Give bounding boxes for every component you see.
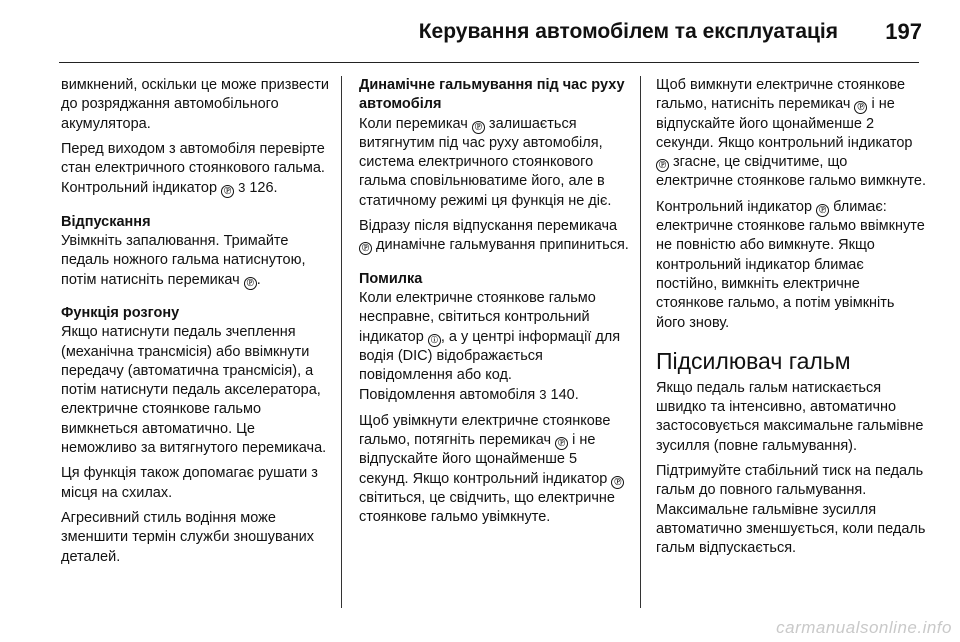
paragraph-drive-away-3: Агресивний стиль водіння може зменшити термін служби зношуваних деталей. xyxy=(61,509,315,565)
brake-warning-icon: ⓘ xyxy=(428,334,441,347)
parking-brake-icon: Ⓟ xyxy=(472,121,485,134)
parking-brake-icon: Ⓟ xyxy=(359,242,372,255)
arrow-icon: 3 xyxy=(539,387,547,403)
column-divider-2 xyxy=(640,76,641,608)
column-1 xyxy=(61,76,329,573)
paragraph-drive-away-2: Ця функція також допомагає рушати з місця на схилах. xyxy=(61,465,318,501)
parking-brake-icon: Ⓟ xyxy=(221,185,234,198)
column-3 xyxy=(656,76,926,565)
paragraph-release: Увімкніть запалювання. Тримайте педаль ножного гальма натиснутою, потім натисніть перемикач Ⓟ . xyxy=(61,233,306,288)
paragraph-brake-assist-2: Підтримуйте стабільний тиск на педаль гальм до повного гальмування. Максимальне гальмівне зусилля автоматично зменшується, коли педаль гальм відпускається. xyxy=(656,463,926,557)
arrow-icon: 3 xyxy=(238,180,246,196)
parking-brake-icon: Ⓟ xyxy=(854,101,867,114)
column-divider-1 xyxy=(341,76,342,608)
heading-fault: Помилка xyxy=(359,270,423,287)
parking-brake-icon: Ⓟ xyxy=(656,159,669,172)
paragraph-check-brake: Перед виходом з автомобіля перевірте стан електричного стоянкового гальма. Контрольний індикатор Ⓟ 3 126. xyxy=(61,140,325,197)
heading-dynamic-braking: Динамічне гальмування під час руху автомобіля xyxy=(359,77,625,113)
paragraph-dynamic-1: Коли перемикач Ⓟ залишається витягнутим під час руху автомобіля, система електричного стоянкового гальма сповільнюватиме його, але в статичному режимі ця функція не діє. xyxy=(359,115,612,209)
page-header xyxy=(0,0,960,60)
paragraph-brake-assist-1: Якщо педаль гальм натискається швидко та інтенсивно, автоматично застосовується максимальне гальмівне зусилля (повне гальмування). xyxy=(656,379,924,454)
parking-brake-icon: Ⓟ xyxy=(611,476,624,489)
paragraph-fault-msg: Повідомлення автомобіля 3 140. xyxy=(359,387,579,404)
parking-brake-icon: Ⓟ xyxy=(555,437,568,450)
parking-brake-icon: Ⓟ xyxy=(244,277,257,290)
paragraph-battery: вимкнений, оскільки це може призвести до розряджання автомобільного акумулятора. xyxy=(61,77,329,132)
paragraph-drive-away-1: Якщо натиснути педаль зчеплення (механічна трансмісія) або ввімкнути передачу (автоматична трансмісія), а потім натиснути педаль акселератора, електричне стоянкове гальмо вимкнеться автоматично. Це неможливо за витягнутого перемикача. xyxy=(61,324,327,457)
heading-release: Відпускання xyxy=(61,213,151,230)
paragraph-fault-2: Щоб увімкнути електричне стоянкове гальмо, потягніть перемикач Ⓟ і не відпускайте його щонайменше 5 секунд. Якщо контрольний індикатор Ⓟ світиться, це свідчить, що електричне стоянкове гальмо увімкнуте. xyxy=(359,412,629,528)
paragraph-fault-1: Коли електричне стоянкове гальмо несправне, світиться контрольний індикатор ⓘ , а у центрі інформації для водія (DIC) відображається повідомлення або код. xyxy=(359,289,621,384)
paragraph-dynamic-2: Відразу після відпускання перемикача Ⓟ динамічне гальмування припиниться. xyxy=(359,218,629,254)
header-title: Керування автомобілем та експлуатація xyxy=(418,20,838,43)
heading-brake-assist: Підсилювач гальм xyxy=(656,347,851,374)
watermark: carmanualsonline.info xyxy=(776,618,952,637)
heading-drive-away: Функція розгону xyxy=(61,304,180,321)
paragraph-release-fault: Щоб вимкнути електричне стоянкове гальмо, натисніть перемикач Ⓟ і не відпускайте його щонайменше 2 секунди. Якщо контрольний індикатор Ⓟ згасне, це свідчитиме, що електричне стоянкове гальмо вимкнуте. xyxy=(656,77,926,190)
column-2 xyxy=(359,76,629,534)
paragraph-indicator-flashing: Контрольний індикатор Ⓟ блимає: електричне стоянкове гальмо ввімкнуте не повністю або вимкнуте. Якщо контрольний індикатор блимає постійно, вимкніть електричне стоянкове гальмо, а потім увімкніть його знову. xyxy=(656,198,925,331)
header-rule xyxy=(59,62,919,63)
page-number: 197 xyxy=(885,19,922,44)
parking-brake-icon: Ⓟ xyxy=(816,204,829,217)
